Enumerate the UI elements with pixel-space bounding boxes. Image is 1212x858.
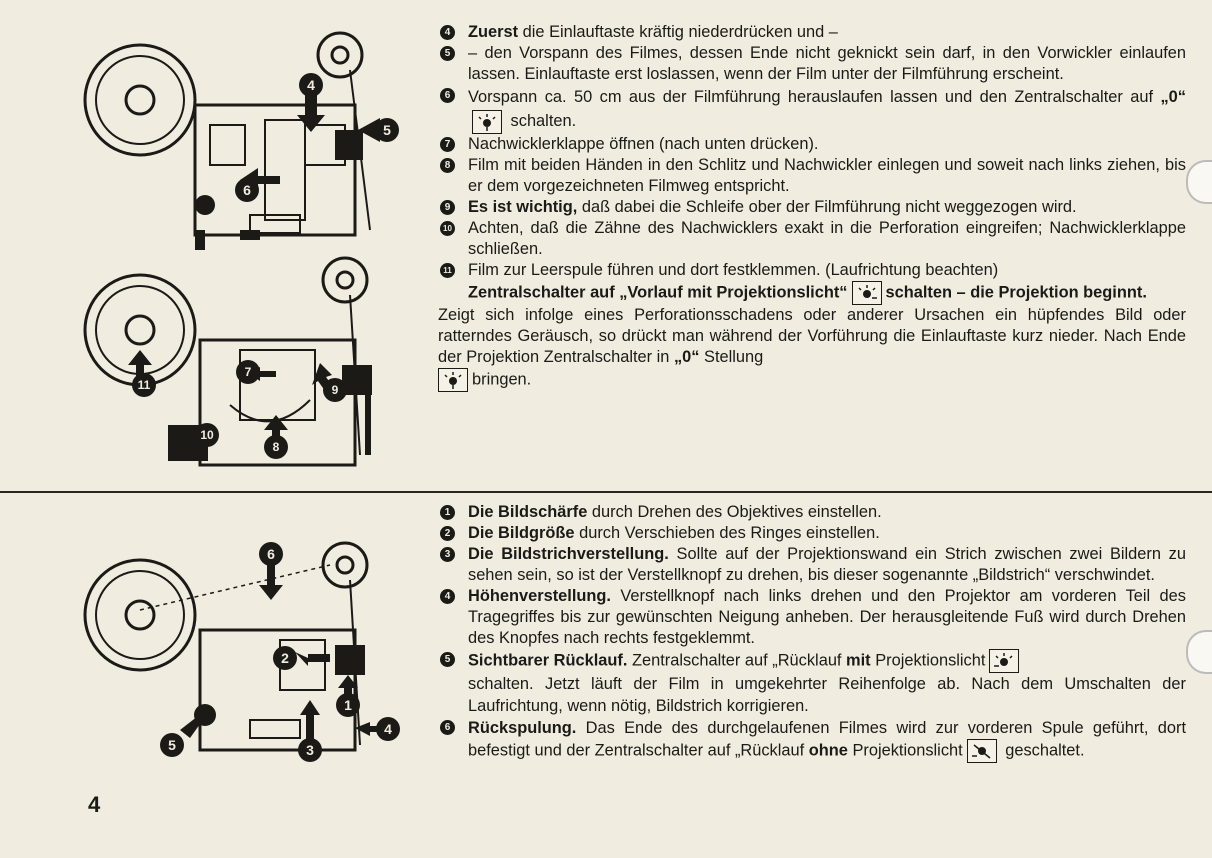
step-text: Film zur Leerspule führen und dort festklemmen. (Laufrichtung beachten)	[468, 260, 999, 279]
fig2-label-9: 9	[331, 383, 339, 397]
fig2-label-8: 8	[272, 440, 280, 454]
operation-instructions	[438, 502, 1186, 763]
step-number: 10	[440, 221, 455, 236]
section-divider	[0, 491, 1212, 493]
step-number: 4	[440, 25, 455, 40]
step-number: 6	[440, 88, 455, 103]
zero-position-icon	[472, 110, 502, 134]
step-number: 3	[440, 547, 455, 562]
step-bold: schalten – die Projektion beginnt.	[885, 283, 1147, 301]
fig3-label-2: 2	[281, 650, 289, 666]
punch-hole	[1186, 630, 1212, 674]
op-6	[438, 717, 1186, 763]
step-bold: Es ist wichtig,	[468, 197, 578, 216]
step-bold: Zentralschalter auf „Vorlauf mit Projektionslicht“	[468, 283, 848, 301]
no-lamp-reverse-icon	[967, 739, 997, 763]
op-5	[438, 649, 1186, 717]
step-bold: Zuerst	[468, 23, 519, 41]
step-text: Zentralschalter auf „Rücklauf	[627, 651, 847, 670]
page-number: 4	[88, 792, 101, 817]
step-number: 2	[440, 526, 455, 541]
step-10	[438, 218, 1186, 260]
step-bold: Höhenverstellung.	[468, 587, 611, 605]
fig2-label-7: 7	[244, 365, 252, 379]
step-text: Film mit beiden Händen in den Schlitz und Nachwickler einlegen und soweit nach links ziehen, bis er dem vorgezeichneten Filmweg entspricht.	[468, 155, 1186, 195]
step-bold: Die Bildschärfe	[468, 503, 588, 521]
step-bold: ohne	[808, 741, 848, 760]
step-text: geschaltet.	[1000, 741, 1085, 760]
step-number: 4	[440, 589, 455, 604]
step-6	[438, 85, 1186, 134]
fig3-label-3: 3	[306, 742, 314, 758]
step-text: durch Verschieben des Ringes einstellen.	[574, 524, 880, 542]
threading-instructions	[438, 22, 1186, 392]
step-text: schalten.	[506, 112, 577, 130]
step-text: Projektionslicht	[847, 741, 963, 760]
step-8	[438, 155, 1186, 197]
fig2-label-10: 10	[200, 428, 214, 442]
lamp-forward-icon	[852, 281, 882, 305]
step-bold: Die Bildstrichverstellung.	[468, 545, 669, 563]
step-number: 8	[440, 158, 455, 173]
step-bold: Sichtbarer Rücklauf.	[468, 651, 628, 670]
step-text: Vorspann ca. 50 cm aus der Filmführung herauslaufen lassen und den Zentralschalter auf	[468, 88, 1161, 106]
step-number: 5	[440, 652, 455, 667]
fig1-label-4: 4	[307, 77, 315, 93]
zero-position-icon	[438, 368, 468, 392]
step-number: 6	[440, 720, 455, 735]
fig3-label-6: 6	[267, 546, 275, 562]
step-text: die Einlauftaste kräftig niederdrücken und –	[518, 23, 838, 41]
op-2	[438, 523, 1186, 544]
op-3	[438, 544, 1186, 586]
step-11	[438, 260, 1186, 305]
step-text: Verstellknopf nach links drehen und den Projektor am vorderen Teil des Tragegriffes bis zur gewünschten Neigung anheben. Der herausgleitende Fuß wird durch Drehen des Knopfes nach rechts festgeklemmt.	[468, 587, 1186, 647]
step-number: 7	[440, 137, 455, 152]
projector-illustration-threading-1	[80, 30, 410, 250]
step-bold: Rückspulung.	[468, 719, 577, 737]
step-text: Das Ende des durchgelaufenen Filmes wird zur vorderen Spule geführt, dort befestigt und der Zentralschalter auf „Rücklauf	[468, 719, 1186, 760]
paragraph-text: Stellung	[699, 347, 764, 366]
paragraph-bold: „0“	[673, 347, 700, 366]
step-text: durch Drehen des Objektives einstellen.	[587, 503, 882, 521]
step-text: – den Vorspann des Filmes, dessen Ende nicht geknickt sein darf, in den Vorwickler einlaufen lassen. Einlauftaste erst loslassen, wenn der Film unter der Filmführung erscheint.	[468, 44, 1186, 83]
punch-hole	[1186, 160, 1212, 204]
fig3-label-1: 1	[344, 697, 352, 713]
paragraph-text: Zeigt sich infolge eines Perforationsschadens oder anderer Ursachen ein hüpfendes Bild oder ratterndes Geräusch, so drückt man während der Vorführung die Einlauftaste kurz nieder. Nach Ende der Projektion Zentralschalter in	[438, 305, 1186, 366]
fig2-label-11: 11	[137, 378, 151, 392]
step-bold: Die Bildgröße	[468, 524, 575, 542]
step-number: 5	[440, 46, 455, 61]
step-number: 9	[440, 200, 455, 215]
step-text: schalten. Jetzt läuft der Film in umgekehrter Reihenfolge ab. Nach dem Umschalten der Laufrichtung, wenn nötig, Bildstrich korrigieren.	[468, 675, 1186, 715]
step-text: Achten, daß die Zähne des Nachwicklers exakt in die Perforation eingreifen; Nachwicklerklappe schließen.	[468, 218, 1186, 258]
op-4	[438, 586, 1186, 649]
projector-illustration-threading-2	[80, 255, 410, 475]
fig1-label-5: 5	[383, 122, 391, 138]
step-9	[438, 197, 1186, 218]
paragraph-text: bringen.	[472, 370, 532, 388]
step-text: daß dabei die Schleife ober der Filmführung nicht weggezogen wird.	[577, 197, 1077, 216]
step-number: 11	[440, 263, 455, 278]
step-7	[438, 134, 1186, 155]
fig3-label-5: 5	[168, 737, 176, 753]
step-bold: mit	[846, 651, 871, 670]
fig3-label-4: 4	[384, 721, 392, 737]
step-bold: „0“	[1160, 88, 1186, 106]
step-4	[438, 22, 1186, 43]
op-1	[438, 502, 1186, 523]
troubleshooting-paragraph	[438, 305, 1186, 392]
step-text: Nachwicklerklappe öffnen (nach unten drücken).	[468, 134, 819, 153]
step-text: Projektionslicht	[870, 651, 986, 670]
step-text: Sollte auf der Projektionswand ein Strich zwischen zwei Bildern zu sehen sein, so ist der Verstellknopf zu drehen, bis dieser sogenannte „Bildstrich“ verschwindet.	[468, 545, 1186, 584]
step-number: 1	[440, 505, 455, 520]
step-5	[438, 43, 1186, 85]
fig1-label-6: 6	[243, 182, 251, 198]
lamp-reverse-icon	[989, 649, 1019, 673]
projector-illustration-operation	[80, 540, 410, 770]
